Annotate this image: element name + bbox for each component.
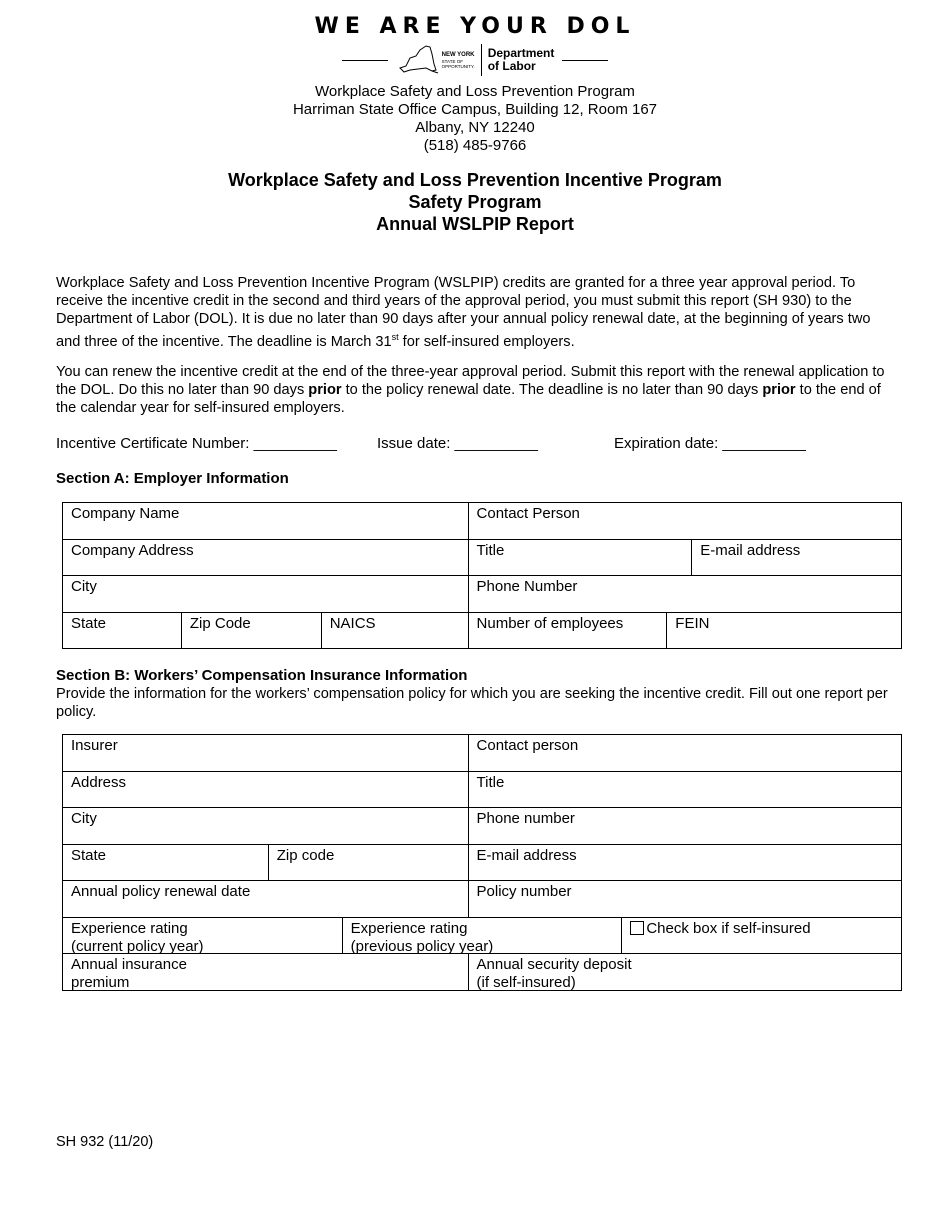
logo-divider-left: [342, 60, 388, 61]
address-line: Harriman State Office Campus, Building 12, Room 167: [292, 101, 658, 118]
page-header: [0, 14, 950, 235]
insurer-title-field[interactable]: Title: [469, 772, 902, 809]
form-title-line: Safety Program: [408, 192, 542, 212]
expiration-date-field[interactable]: Expiration date: __________: [614, 435, 806, 452]
logo-divider-right: [562, 60, 608, 61]
insurer-state-field[interactable]: State: [63, 845, 269, 882]
renewal-date-field[interactable]: Annual policy renewal date: [63, 881, 469, 918]
dol-slogan: WE ARE YOUR DOL: [314, 14, 636, 39]
intro-paragraph-2: You can renew the incentive credit at the end of the three-year approval period. Submit this report with the renewal application to the DOL. Do this no later than 90 days prior to the policy renewal date. The deadline is no later than 90 days prior to the end of the calendar year for self-insured employers.: [56, 364, 885, 416]
program-address: [0, 83, 950, 155]
insurer-email-field[interactable]: E-mail address: [469, 845, 902, 882]
new-york-state-icon: [396, 44, 440, 76]
form-title-line: Workplace Safety and Loss Prevention Incentive Program: [228, 170, 722, 190]
naics-field[interactable]: NAICS: [322, 613, 469, 650]
title-field[interactable]: Title: [469, 540, 693, 577]
issue-date-field[interactable]: Issue date: __________: [377, 435, 538, 452]
form-id: SH 932 (11/20): [56, 1134, 154, 1150]
self-insured-checkbox[interactable]: [630, 921, 644, 935]
policy-number-field[interactable]: Policy number: [469, 881, 902, 918]
insurance-info-table: [62, 734, 902, 991]
logo-dept-text: Department of Labor: [487, 46, 555, 73]
security-deposit-field[interactable]: Annual security deposit (if self-insured): [469, 954, 902, 991]
logo-ny-text: NEW YORK STATE OF OPPORTUNITY.: [441, 51, 475, 69]
phone-field[interactable]: Phone Number: [469, 576, 902, 613]
insurer-field[interactable]: Insurer: [63, 735, 469, 772]
email-field[interactable]: E-mail address: [692, 540, 902, 577]
fein-field[interactable]: FEIN: [667, 613, 902, 650]
contact-person-field[interactable]: Contact Person: [469, 503, 902, 540]
address-line: (518) 485-9766: [423, 137, 527, 154]
self-insured-cell: [622, 918, 902, 955]
annual-premium-field[interactable]: Annual insurance premium: [63, 954, 469, 991]
insurer-zip-field[interactable]: Zip code: [269, 845, 469, 882]
form-title: [0, 169, 950, 235]
insurer-address-field[interactable]: Address: [63, 772, 469, 809]
address-line: Workplace Safety and Loss Prevention Program: [315, 83, 635, 100]
employer-info-table: [62, 502, 902, 649]
city-field[interactable]: City: [63, 576, 469, 613]
company-name-field[interactable]: Company Name: [63, 503, 469, 540]
state-field[interactable]: State: [63, 613, 182, 650]
section-b-description: Provide the information for the workers’ compensation policy for which you are seeking the incentive credit. Fill out one report per policy.: [56, 686, 888, 720]
experience-rating-current-field[interactable]: Experience rating (current policy year): [63, 918, 343, 955]
employees-field[interactable]: Number of employees: [469, 613, 668, 650]
address-line: Albany, NY 12240: [415, 119, 535, 136]
experience-rating-previous-field[interactable]: Experience rating (previous policy year): [343, 918, 623, 955]
zip-code-field[interactable]: Zip Code: [182, 613, 322, 650]
company-address-field[interactable]: Company Address: [63, 540, 469, 577]
section-b-heading: Section B: Workers’ Compensation Insurance Information: [56, 667, 468, 684]
section-a-heading: Section A: Employer Information: [56, 470, 289, 487]
dol-logo: [0, 43, 950, 77]
self-insured-label: Check box if self-insured: [646, 919, 811, 937]
intro-paragraph-1: Workplace Safety and Loss Prevention Incentive Program (WSLPIP) credits are granted for a three year approval period. To receive the incentive credit in the second and third years of the approval period, you must submit this report (SH 930) to the Department of Labor (DOL). It is due no later than 90 days after your annual policy renewal date, at the beginning of years two and three of the incentive. The deadline is March 31st for self-insured employers.: [56, 275, 871, 350]
certificate-number-field[interactable]: Incentive Certificate Number: __________: [56, 435, 338, 452]
insurer-city-field[interactable]: City: [63, 808, 469, 845]
insurer-phone-field[interactable]: Phone number: [469, 808, 902, 845]
insurer-contact-person-field[interactable]: Contact person: [469, 735, 902, 772]
logo-separator: [481, 44, 482, 76]
form-title-line: Annual WSLPIP Report: [376, 214, 574, 234]
